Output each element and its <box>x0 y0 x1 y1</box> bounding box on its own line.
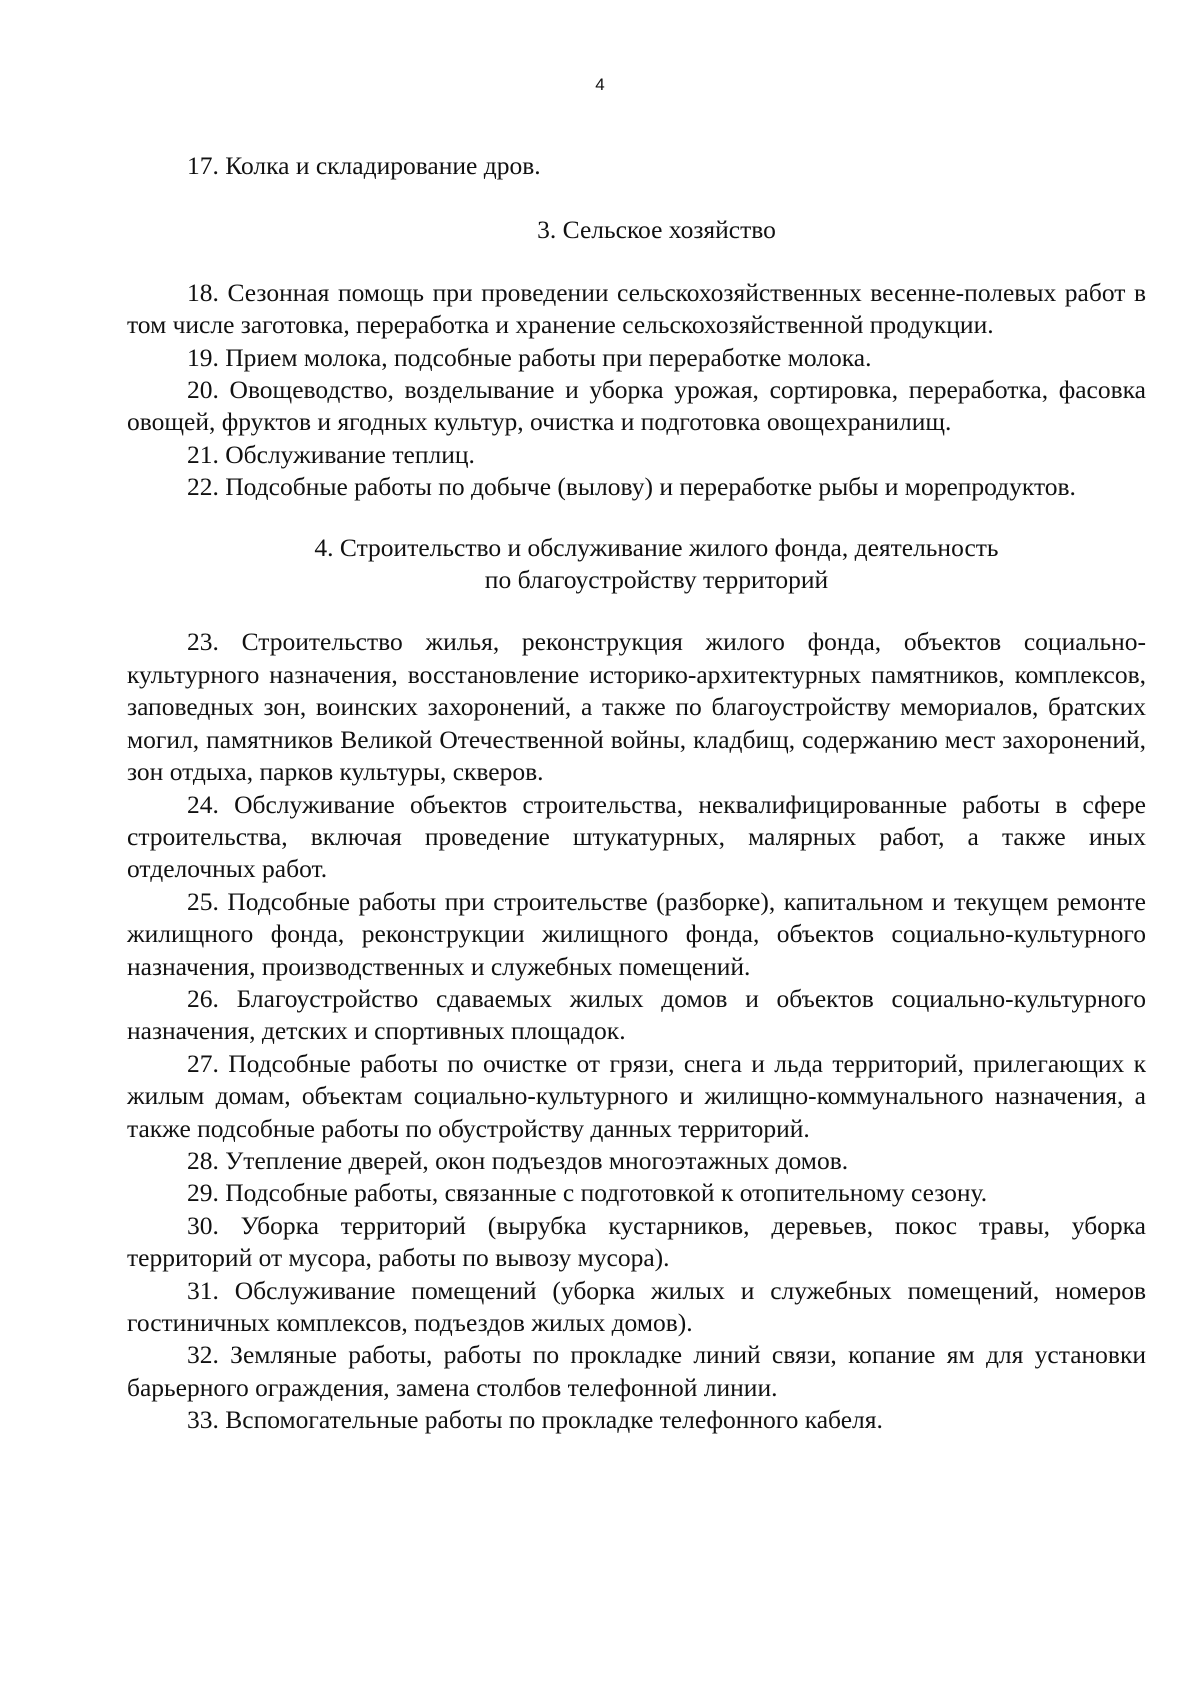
list-item-21: 21. Обслуживание теплиц. <box>187 439 475 469</box>
list-item-25: 25. Подсобные работы при строительстве (разборке), капитальном и текущем ремонте жилищного фонда, реконструкции жилищного фонда, объектов социально-культурного назначения, производственных и служебных помещений. <box>127 886 1146 981</box>
spacer <box>127 247 1146 277</box>
list-item-27: 27. Подсобные работы по очистке от грязи, снега и льда территорий, прилегающих к жилым домам, объектам социально-культурного и жилищно-коммунального назначения, а также подсобные работы по обустройству данных территорий. <box>127 1048 1146 1143</box>
section-title-construction-line1: 4. Строительство и обслуживание жилого фонда, деятельность <box>314 532 999 562</box>
list-item-24: 24. Обслуживание объектов строительства, неквалифицированные работы в сфере строительства, включая проведение штукатурных, малярных работ, а также иных отделочных работ. <box>127 789 1146 884</box>
page-number: 4 <box>595 75 605 94</box>
spacer <box>127 504 1146 532</box>
list-item-17: 17. Колка и складирование дров. <box>187 151 541 180</box>
list-item-29: 29. Подсобные работы, связанные с подготовкой к отопительному сезону. <box>187 1178 988 1208</box>
list-item-26: 26. Благоустройство сдаваемых жилых домов и объектов социально-культурного назначения, детских и спортивных площадок. <box>127 983 1146 1046</box>
list-item-20: 20. Овощеводство, возделывание и уборка урожая, сортировка, переработка, фасовка овощей, фруктов и ягодных культур, очистка и подготовка овощехранилищ. <box>127 375 1146 437</box>
document-body <box>127 150 1146 1437</box>
list-item-31: 31. Обслуживание помещений (уборка жилых и служебных помещений, номеров гостиничных комплексов, подъездов жилых домов). <box>127 1275 1146 1337</box>
list-item-30: 30. Уборка территорий (вырубка кустарников, деревьев, покос травы, уборка территорий от мусора, работы по вывозу мусора). <box>127 1210 1146 1273</box>
list-item-33: 33. Вспомогательные работы по прокладке телефонного кабеля. <box>187 1405 883 1435</box>
section-title-agriculture: 3. Сельское хозяйство <box>537 215 776 245</box>
spacer <box>127 596 1146 626</box>
spacer <box>127 182 1146 214</box>
list-item-32: 32. Земляные работы, работы по прокладке линий связи, копание ям для установки барьерного ограждения, замена столбов телефонной линии. <box>127 1340 1146 1402</box>
list-item-19: 19. Прием молока, подсобные работы при переработке молока. <box>187 342 872 372</box>
list-item-28: 28. Утепление дверей, окон подъездов многоэтажных домов. <box>187 1145 849 1175</box>
list-item-23: 23. Строительство жилья, реконструкция жилого фонда, объектов социально-культурного назначения, восстановление историко-архитектурных памятников, комплексов, заповедных зон, воинских захоронений, а также по благоустройству мемориалов, братских могил, памятников Великой Отечественной войны, кладбищ, содержанию мест захоронений, зон отдыха, парков культуры, скверов. <box>127 627 1146 787</box>
section-title-construction-line2: по благоустройству территорий <box>484 565 829 595</box>
list-item-22: 22. Подсобные работы по добыче (вылову) и переработке рыбы и морепродуктов. <box>187 472 1076 502</box>
list-item-18: 18. Сезонная помощь при проведении сельскохозяйственных весенне-полевых работ в том числе заготовка, переработка и хранение сельскохозяйственной продукции. <box>127 277 1146 340</box>
